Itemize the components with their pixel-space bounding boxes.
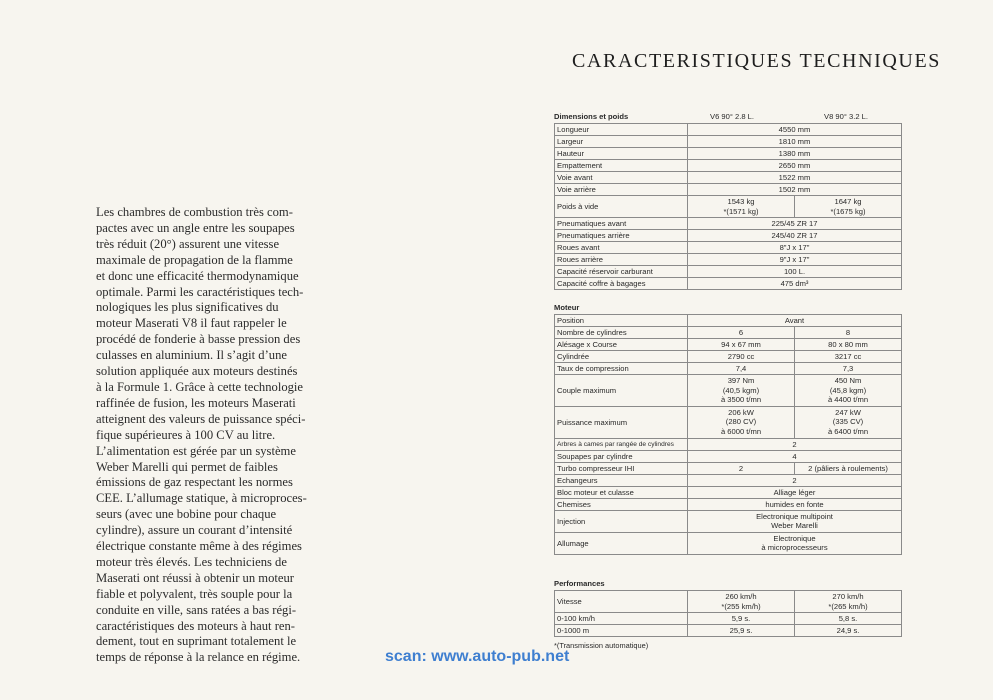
spec-value-shared: 1502 mm xyxy=(688,184,902,196)
spec-row xyxy=(555,339,902,351)
spec-row xyxy=(555,184,902,196)
spec-value-v8 xyxy=(795,462,902,474)
spec-row xyxy=(555,230,902,242)
cell-line: 3217 cc xyxy=(834,352,862,361)
spec-label: Cylindrée xyxy=(555,351,688,363)
cell-line: à microprocesseurs xyxy=(761,543,828,553)
body-line: culasses en aluminium. Il s’agit d’une xyxy=(96,348,287,363)
cell-line: 1543 kg xyxy=(727,197,755,206)
spec-value-v8 xyxy=(795,339,902,351)
spec-value-v8 xyxy=(795,375,902,407)
spec-value-shared: 2650 mm xyxy=(688,160,902,172)
body-line: raffinée de fusion, les moteurs Maserati xyxy=(96,395,296,410)
spec-label: Vitesse xyxy=(555,591,688,613)
spec-label: Pneumatiques arrière xyxy=(555,230,688,242)
spec-row xyxy=(555,266,902,278)
dimensions-header xyxy=(554,111,902,123)
spec-label: Alésage x Course xyxy=(555,339,688,351)
spec-label: Pneumatiques avant xyxy=(555,218,688,230)
spec-label: Poids à vide xyxy=(555,196,688,218)
body-line: nologiques les plus significatives du xyxy=(96,300,279,315)
cell-line: 1647 kg xyxy=(834,197,862,206)
spec-row xyxy=(555,124,902,136)
spec-value-v6 xyxy=(688,625,795,637)
spec-label: Nombre de cylindres xyxy=(555,327,688,339)
spec-row xyxy=(555,462,902,474)
spec-row xyxy=(555,613,902,625)
cell-line: (335 CV) xyxy=(832,417,864,427)
spec-value-v8 xyxy=(795,406,902,438)
spec-value-v6 xyxy=(688,351,795,363)
body-line: procédé de fonderie à basse pression des xyxy=(96,332,301,347)
spec-value-v6 xyxy=(688,462,795,474)
body-line: à la Formule 1. Grâce à cette technologie xyxy=(96,379,304,394)
body-line: fiable et polyvalent, très souple pour la xyxy=(96,586,293,601)
cell-line: Electronique multipoint xyxy=(756,511,833,521)
spec-row xyxy=(555,254,902,266)
spec-value-v6 xyxy=(688,613,795,625)
cell-line: 260 km/h xyxy=(725,592,757,601)
spec-value-shared: 1380 mm xyxy=(688,148,902,160)
spec-label: Arbres à cames par rangée de cylindres xyxy=(555,438,688,450)
spec-label: Taux de compression xyxy=(555,363,688,375)
cell-line: 5,8 s. xyxy=(838,614,858,624)
spec-row xyxy=(555,148,902,160)
spec-row xyxy=(555,510,902,532)
watermark: scan: www.auto-pub.net xyxy=(385,648,570,665)
body-line: Weber Marelli qui permet de faibles xyxy=(96,459,278,474)
body-line: électrique constante même à des régimes xyxy=(96,539,302,554)
cell-line: à 4400 t/mn xyxy=(827,395,869,405)
cell-line: *(1571 kg) xyxy=(723,206,759,216)
cell-line: 6 xyxy=(738,328,744,337)
v6-column-header: V6 90° 2.8 L. xyxy=(710,112,754,121)
spec-value-v8 xyxy=(795,196,902,218)
cell-line: à 6000 t/mn xyxy=(720,426,762,436)
engine-section xyxy=(554,302,902,555)
cell-line: (280 CV) xyxy=(725,417,757,427)
spec-label: Position xyxy=(555,315,688,327)
spec-label: 0-100 km/h xyxy=(555,613,688,625)
spec-value-v6 xyxy=(688,327,795,339)
spec-row xyxy=(555,406,902,438)
dimensions-section xyxy=(554,111,902,290)
cell-line: 206 kW xyxy=(728,407,754,417)
spec-value-v8 xyxy=(795,613,902,625)
body-line: atteignent des valeurs de puissance spéci- xyxy=(96,411,306,426)
spec-row xyxy=(555,375,902,407)
cell-line: 2790 cc xyxy=(727,352,755,361)
spec-value-shared xyxy=(688,532,902,554)
spec-row xyxy=(555,160,902,172)
spec-label: Largeur xyxy=(555,136,688,148)
spec-value-shared: Alliage léger xyxy=(688,486,902,498)
spec-value-shared: 4550 mm xyxy=(688,124,902,136)
cell-line: 8 xyxy=(845,328,851,337)
cell-line: 397 Nm xyxy=(727,376,755,385)
spec-row xyxy=(555,351,902,363)
body-line: dement, tout en suprimant totalement le xyxy=(96,634,297,649)
cell-line: *(1675 kg) xyxy=(830,206,866,216)
cell-line: Electronique xyxy=(773,533,816,543)
spec-label: Voie avant xyxy=(555,172,688,184)
spec-row xyxy=(555,498,902,510)
cell-line: 7,4 xyxy=(735,364,747,373)
spec-row xyxy=(555,327,902,339)
spec-row xyxy=(555,486,902,498)
spec-label: Capacité réservoir carburant xyxy=(555,266,688,278)
body-line: cylindre), assure un courant d’intensité xyxy=(96,523,293,538)
spec-row xyxy=(555,136,902,148)
spec-row xyxy=(555,363,902,375)
cell-line: 2 (pâliers à roulements) xyxy=(808,463,888,473)
spec-row xyxy=(555,218,902,230)
spec-value-v8 xyxy=(795,591,902,613)
spec-label: Turbo compresseur IHI xyxy=(555,462,688,474)
spec-row xyxy=(555,474,902,486)
spec-label: Echangeurs xyxy=(555,474,688,486)
spec-label: Bloc moteur et culasse xyxy=(555,486,688,498)
spec-value-v6 xyxy=(688,196,795,218)
cell-line: 450 Nm xyxy=(834,376,862,385)
cell-line: Weber Marelli xyxy=(771,521,818,531)
body-line: moteur Maserati V8 il faut rappeler le xyxy=(96,316,287,331)
spec-value-v8 xyxy=(795,363,902,375)
body-text xyxy=(96,205,342,666)
spec-row xyxy=(555,278,902,290)
spec-label: Roues arrière xyxy=(555,254,688,266)
spec-label: 0-1000 m xyxy=(555,625,688,637)
cell-line: à 3500 t/mn xyxy=(720,395,762,405)
spec-row xyxy=(555,450,902,462)
spec-label: Roues avant xyxy=(555,242,688,254)
body-line: Les chambres de combustion très com- xyxy=(96,205,293,219)
cell-line: 247 kW xyxy=(835,407,861,417)
spec-label: Voie arrière xyxy=(555,184,688,196)
body-line: fique supérieures à 100 CV au litre. xyxy=(96,427,276,442)
engine-table xyxy=(554,314,902,555)
spec-row xyxy=(555,532,902,554)
cell-line: 270 km/h xyxy=(832,592,864,601)
cell-line: à 6400 t/mn xyxy=(827,426,869,436)
spec-value-v6 xyxy=(688,375,795,407)
spec-value-shared: 100 L. xyxy=(688,266,902,278)
body-line: optimale. Parmi les caractéristiques tech- xyxy=(96,284,304,299)
spec-value-shared xyxy=(688,510,902,532)
spec-value-shared: 8"J x 17" xyxy=(688,242,902,254)
cell-line: 5,9 s. xyxy=(731,614,751,624)
performance-heading: Performances xyxy=(554,579,605,588)
body-line: temps de réponse à la relance en régime. xyxy=(96,650,301,665)
spec-row xyxy=(555,196,902,218)
body-line: très réduit (20°) assurent une vitesse xyxy=(96,236,280,251)
spec-row xyxy=(555,315,902,327)
spec-value-shared: 1522 mm xyxy=(688,172,902,184)
cell-line: 7,3 xyxy=(842,364,854,373)
dimensions-heading: Dimensions et poids xyxy=(554,112,629,121)
cell-line: 25,9 s. xyxy=(729,626,753,636)
spec-value-v6 xyxy=(688,591,795,613)
spec-label: Hauteur xyxy=(555,148,688,160)
spec-value-v8 xyxy=(795,327,902,339)
body-line: émissions de gaz respectant les normes xyxy=(96,475,293,490)
cell-line: *(265 km/h) xyxy=(828,601,868,611)
spec-value-shared: 225/45 ZR 17 xyxy=(688,218,902,230)
spec-value-shared: 245/40 ZR 17 xyxy=(688,230,902,242)
body-line: pactes avec un angle entre les soupapes xyxy=(96,220,295,235)
body-line: seurs (avec une bobine pour chaque xyxy=(96,507,277,522)
cell-line: *(255 km/h) xyxy=(721,601,761,611)
engine-header xyxy=(554,302,902,314)
spec-label: Capacité coffre à bagages xyxy=(555,278,688,290)
spec-value-v6 xyxy=(688,406,795,438)
spec-row xyxy=(555,172,902,184)
cell-line: 94 x 67 mm xyxy=(721,340,761,349)
spec-label: Empattement xyxy=(555,160,688,172)
spec-label: Couple maximum xyxy=(555,375,688,407)
cell-line: (45,8 kgm) xyxy=(829,385,867,395)
spec-row xyxy=(555,625,902,637)
page-title: CARACTERISTIQUES TECHNIQUES xyxy=(572,50,941,72)
spec-row xyxy=(555,242,902,254)
spec-label: Soupapes par cylindre xyxy=(555,450,688,462)
engine-heading: Moteur xyxy=(554,303,580,312)
cell-line: 80 x 80 mm xyxy=(828,340,868,349)
spec-row xyxy=(555,591,902,613)
body-line: L’alimentation est gérée par un système xyxy=(96,443,296,458)
body-line: Maserati ont réussi à obtenir un moteur xyxy=(96,570,294,585)
spec-label: Chemises xyxy=(555,498,688,510)
spec-value-v6 xyxy=(688,363,795,375)
spec-value-v8 xyxy=(795,625,902,637)
cell-line: 2 xyxy=(738,463,744,473)
spec-value-shared: Avant xyxy=(688,315,902,327)
body-line: CEE. L’allumage statique, à microproces- xyxy=(96,491,307,506)
spec-value-shared: humides en fonte xyxy=(688,498,902,510)
spec-value-v8 xyxy=(795,351,902,363)
performance-section xyxy=(554,578,902,637)
footnote: *(Transmission automatique) xyxy=(554,641,649,650)
cell-line: (40,5 kgm) xyxy=(722,385,760,395)
spec-value-shared: 1810 mm xyxy=(688,136,902,148)
spec-row xyxy=(555,438,902,450)
body-line: moteur très élevés. Les techniciens de xyxy=(96,554,287,569)
body-line: conduite en ville, sans ratées a bas régi- xyxy=(96,602,297,617)
body-line: solution appliquée aux moteurs destinés xyxy=(96,364,298,379)
spec-value-shared: 475 dm³ xyxy=(688,278,902,290)
spec-label: Injection xyxy=(555,510,688,532)
performance-table xyxy=(554,590,902,637)
spec-value-v6 xyxy=(688,339,795,351)
spec-value-shared: 9"J x 17" xyxy=(688,254,902,266)
v8-column-header: V8 90° 3.2 L. xyxy=(824,112,868,121)
spec-label: Allumage xyxy=(555,532,688,554)
spec-value-shared: 2 xyxy=(688,474,902,486)
spec-label: Puissance maximum xyxy=(555,406,688,438)
body-line: caractéristiques des moteurs à haut ren- xyxy=(96,618,295,633)
body-line: et donc une efficacité thermodynamique xyxy=(96,268,299,283)
spec-label: Longueur xyxy=(555,124,688,136)
body-line: maximale de propagation de la flamme xyxy=(96,252,293,267)
dimensions-table xyxy=(554,123,902,290)
spec-value-shared: 2 xyxy=(688,438,902,450)
cell-line: 24,9 s. xyxy=(836,626,860,636)
performance-header xyxy=(554,578,902,590)
spec-value-shared: 4 xyxy=(688,450,902,462)
